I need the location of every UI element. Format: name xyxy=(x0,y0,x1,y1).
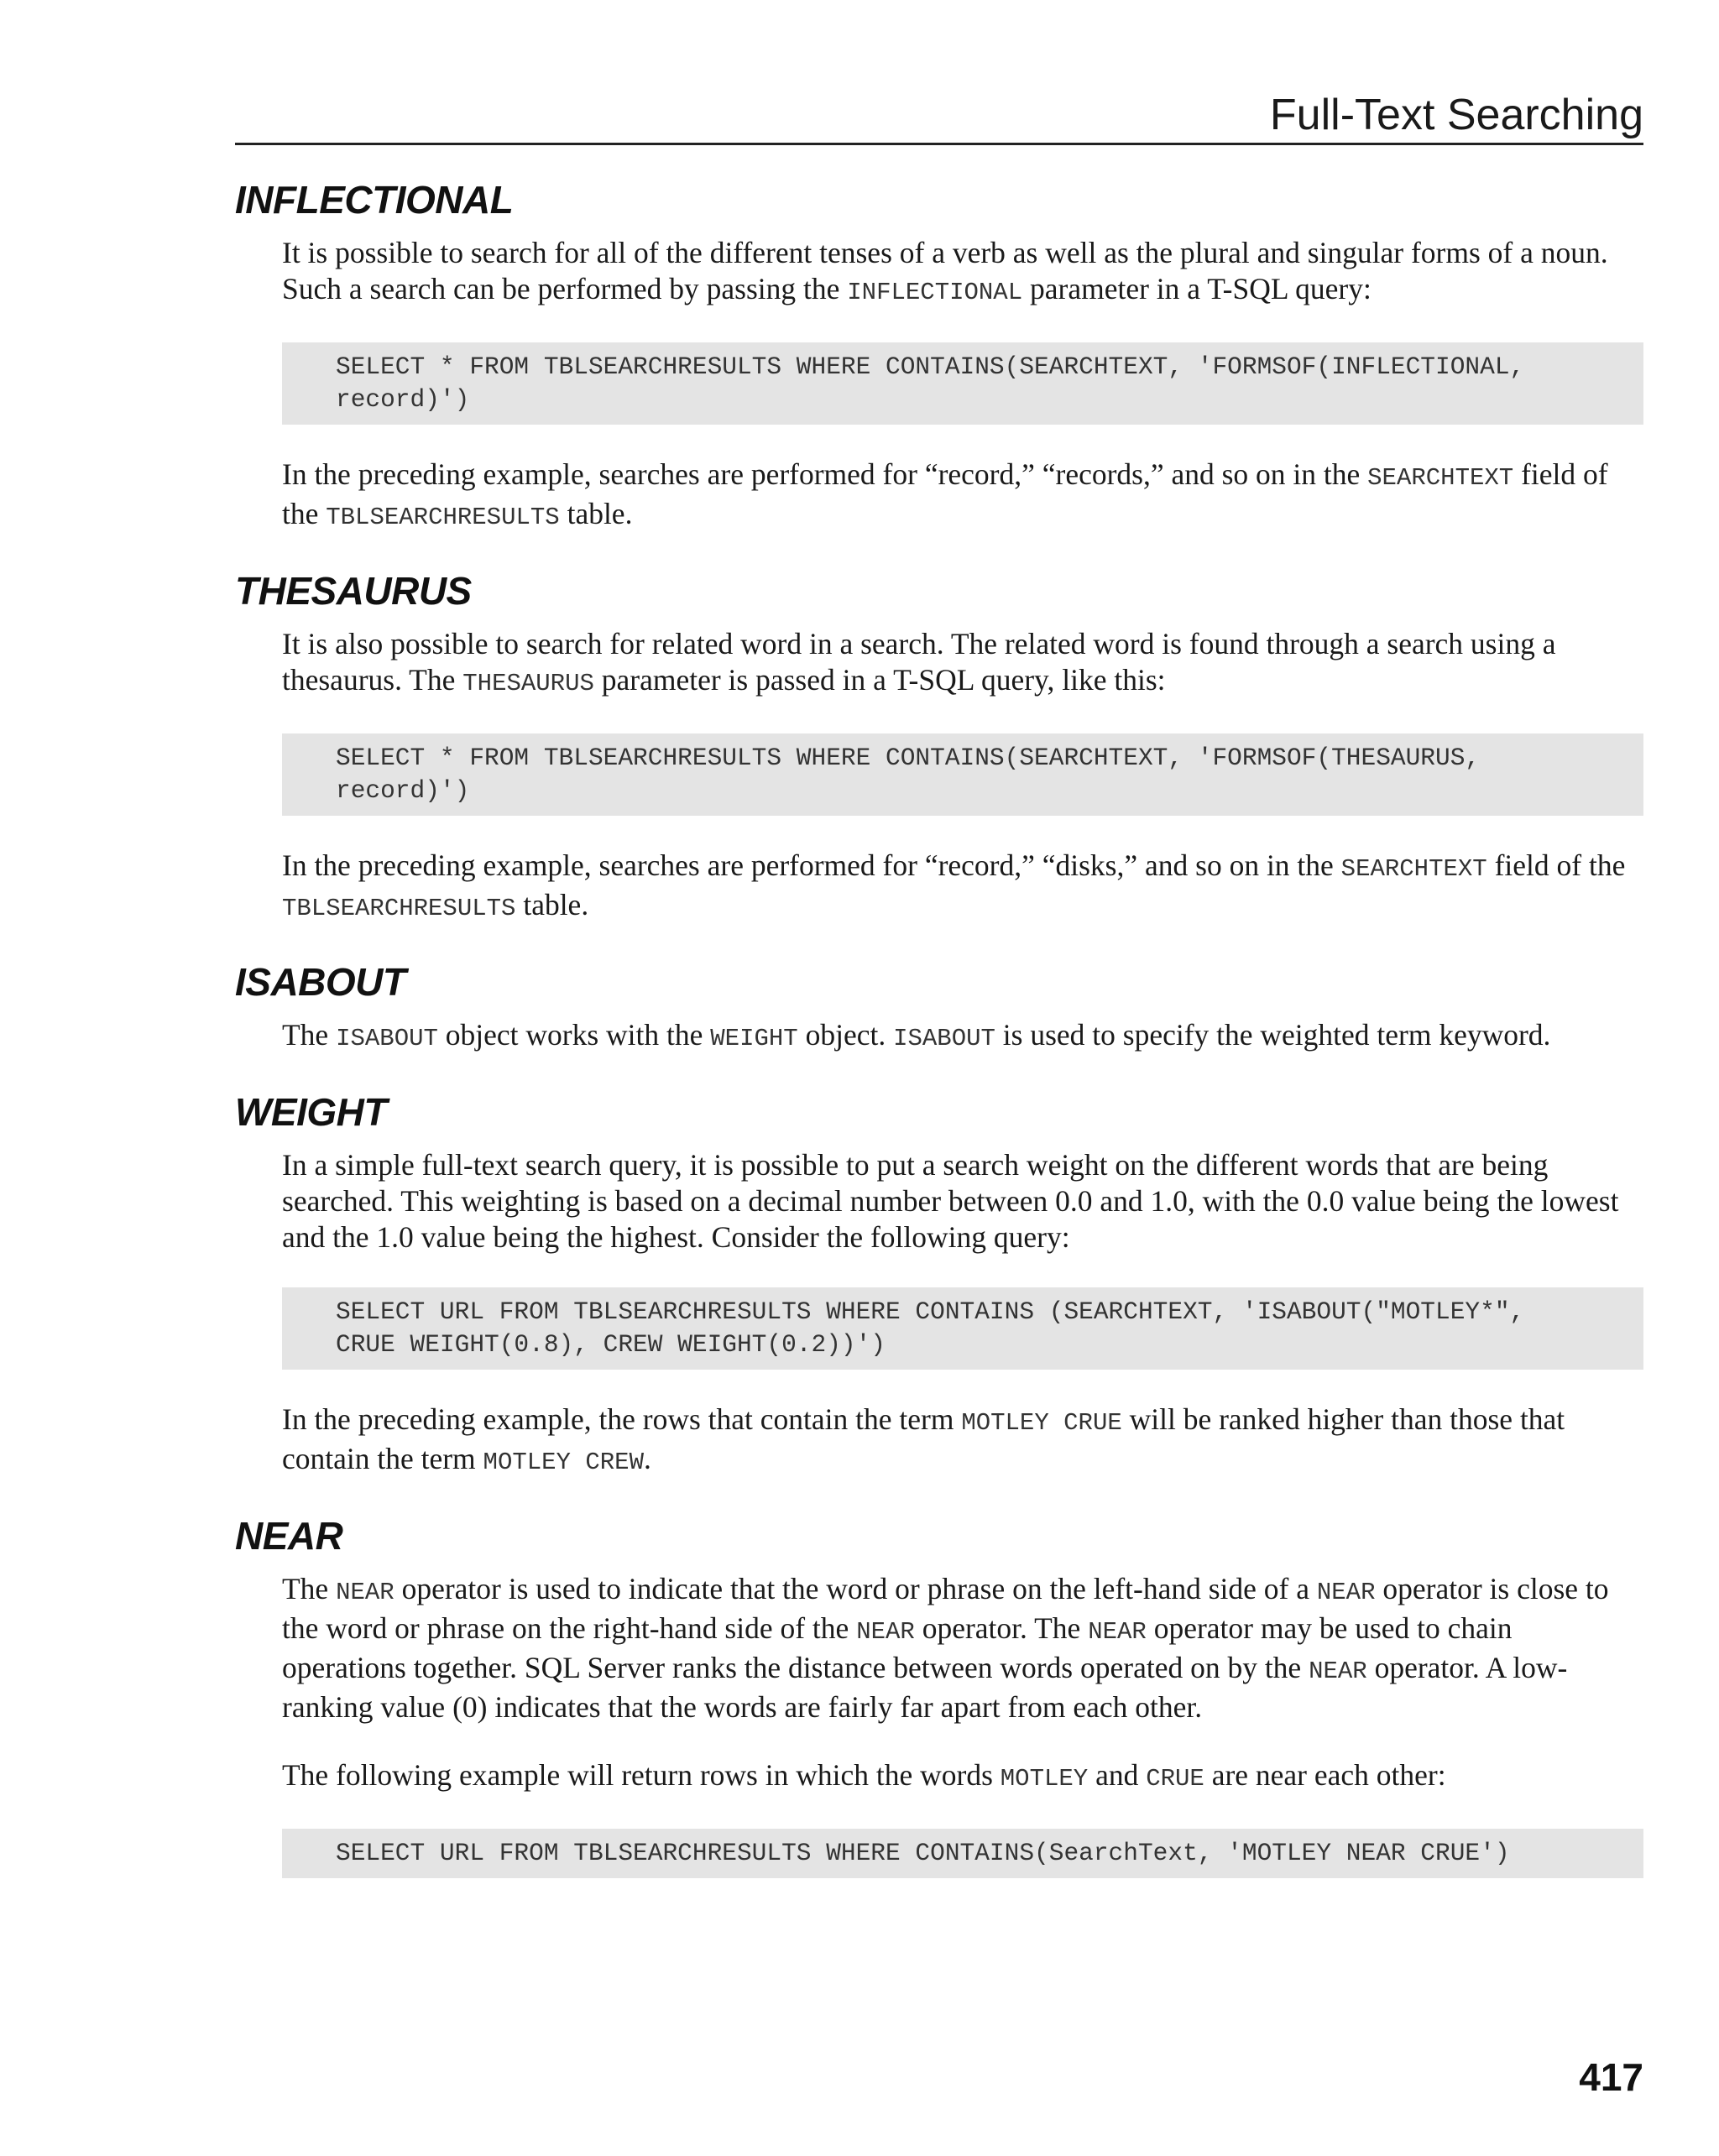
paragraph: In the preceding example, searches are performed for “record,” “records,” and so on in the SEARCHTEXT field of the TBLSEARCHRESULTS table. xyxy=(282,457,1608,531)
paragraph: The ISABOUT object works with the WEIGHT object. ISABOUT is used to specify the weighted term keyword. xyxy=(282,1018,1551,1052)
inline-code: SEARCHTEXT xyxy=(1367,464,1514,492)
page-number: 417 xyxy=(1579,2055,1643,2099)
code-line: SELECT URL FROM TBLSEARCHRESULTS WHERE CONTAINS (SEARCHTEXT, 'ISABOUT("MOTLEY*", xyxy=(336,1297,1525,1326)
inline-code: MOTLEY CREW xyxy=(483,1449,644,1476)
code-line: record)') xyxy=(336,776,470,805)
paragraph: It is possible to search for all of the different tenses of a verb as well as the plural and singular forms of a noun. Such a search can be performed by passing the INFLECTIONAL parameter in a T-SQL query: xyxy=(282,236,1608,306)
running-head xyxy=(235,87,1643,145)
heading-isabout: ISABOUT xyxy=(235,960,406,1004)
inline-code: THESAURUS xyxy=(462,670,594,697)
code-block xyxy=(282,1829,1643,1878)
section-thesaurus xyxy=(235,567,1643,927)
inline-code: NEAR xyxy=(856,1618,915,1646)
heading-near: NEAR xyxy=(235,1514,343,1558)
code-block xyxy=(282,733,1643,816)
section-inflectional xyxy=(235,176,1643,535)
inline-code: ISABOUT xyxy=(336,1025,438,1052)
paragraph: The NEAR operator is used to indicate that the word or phrase on the left-hand side of a NEAR operator is close to the word or phrase on the right-hand side of the NEAR operator. The NEAR operator may be used to chain operations together. SQL Server ranks the distance between words operated on by the NEAR operator. A low-ranking value (0) indicates that the words are fairly far apart from each other. xyxy=(282,1572,1609,1724)
heading-inflectional: INFLECTIONAL xyxy=(235,178,514,222)
section-weight xyxy=(235,1088,1643,1480)
paragraph: In the preceding example, searches are performed for “record,” “disks,” and so on in the SEARCHTEXT field of the TBLSEARCHRESULTS table. xyxy=(282,848,1626,922)
inline-code: NEAR xyxy=(1316,1579,1376,1606)
paragraph: The following example will return rows in which the words MOTLEY and CRUE are near each other: xyxy=(282,1758,1446,1793)
running-title: Full-Text Searching xyxy=(1269,91,1643,139)
code-line: SELECT * FROM TBLSEARCHRESULTS WHERE CONTAINS(SEARCHTEXT, 'FORMSOF(THESAURUS, xyxy=(336,744,1481,772)
inline-code: MOTLEY CRUE xyxy=(961,1409,1122,1437)
code-block xyxy=(282,342,1643,425)
inline-code: TBLSEARCHRESULTS xyxy=(326,504,560,531)
code-line: record)') xyxy=(336,385,470,414)
inline-code: NEAR xyxy=(336,1579,394,1606)
inline-code: ISABOUT xyxy=(893,1025,995,1052)
paragraph: In the preceding example, the rows that contain the term MOTLEY CRUE will be ranked higher than those that contain the term MOTLEY CREW. xyxy=(282,1402,1565,1476)
inline-code: SEARCHTEXT xyxy=(1340,855,1487,883)
section-near xyxy=(235,1512,1643,1878)
code-line: SELECT URL FROM TBLSEARCHRESULTS WHERE CONTAINS(SearchText, 'MOTLEY NEAR CRUE') xyxy=(336,1839,1510,1867)
inline-code: CRUE xyxy=(1146,1765,1204,1793)
code-block xyxy=(282,1287,1643,1370)
inline-code: WEIGHT xyxy=(710,1025,798,1052)
section-isabout xyxy=(235,958,1643,1057)
code-line: SELECT * FROM TBLSEARCHRESULTS WHERE CONTAINS(SEARCHTEXT, 'FORMSOF(INFLECTIONAL, xyxy=(336,352,1525,381)
code-line: CRUE WEIGHT(0.8), CREW WEIGHT(0.2))') xyxy=(336,1330,886,1359)
heading-weight: WEIGHT xyxy=(235,1090,387,1134)
inline-code: MOTLEY xyxy=(1000,1765,1089,1793)
paragraph: In a simple full-text search query, it is possible to put a search weight on the different words that are being searched. This weighting is based on a decimal number between 0.0 and 1.0, with the 0.0 value being the lowest and the 1.0 value being the highest. Consider the following query: xyxy=(282,1148,1619,1254)
inline-code: NEAR xyxy=(1309,1657,1367,1685)
heading-thesaurus: THESAURUS xyxy=(235,569,472,613)
paragraph: It is also possible to search for related word in a search. The related word is found through a search using a thesaurus. The THESAURUS parameter is passed in a T-SQL query, like this: xyxy=(282,627,1556,697)
inline-code: NEAR xyxy=(1088,1618,1147,1646)
inline-code: INFLECTIONAL xyxy=(847,279,1023,306)
page-body xyxy=(235,176,1643,1910)
inline-code: TBLSEARCHRESULTS xyxy=(282,895,516,922)
